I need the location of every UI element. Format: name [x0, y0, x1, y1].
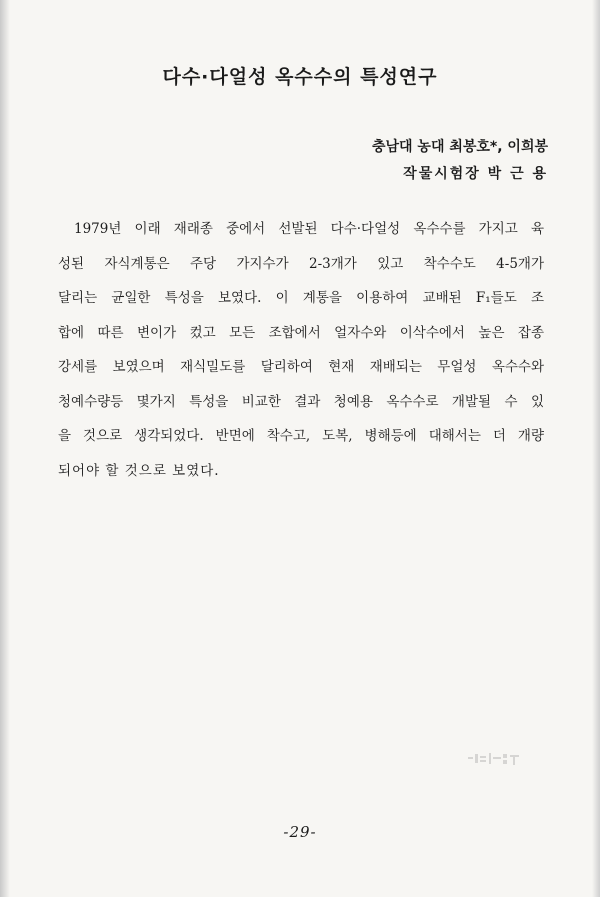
page-right-edge-shadow [592, 0, 600, 897]
author-line-1: 충남대 농대 최봉호*, 이희봉 [371, 139, 548, 155]
page-left-edge-shadow [0, 0, 10, 897]
abstract-line: 되어야 할 것으로 보였다. [58, 462, 220, 479]
abstract-line: 청예수량등 몇가지 특성을 비교한 결과 청예용 옥수수로 개발될 수 있 [58, 393, 544, 410]
abstract-line: 강세를 보였으며 재식밀도를 달리하여 현재 재배되는 무얼성 옥수수와 [58, 359, 544, 375]
abstract-line: 성된 자식계통은 주당 가지수가 2-3개가 있고 착수수도 4-5개가 [58, 255, 544, 272]
paper-title: 다수·다얼성 옥수수의 특성연구 [162, 66, 438, 88]
abstract-line: 달리는 균일한 특성을 보였다. 이 계통을 이용하여 교배된 F₁들도 조 [58, 290, 544, 306]
faint-stamp-mark [466, 748, 522, 770]
page-number: -29- [283, 823, 317, 841]
author-block [372, 134, 548, 188]
author-line-2: 작물시험장 박 근 용 [403, 166, 548, 182]
abstract-line: 1979년 이래 재래종 중에서 선발된 다수·다얼성 옥수수를 가지고 육 [74, 221, 544, 237]
abstract-line: 합에 따른 변이가 컸고 모든 조합에서 얼자수와 이삭수에서 높은 잡종 [58, 324, 544, 341]
abstract-body [58, 216, 544, 492]
abstract-line: 을 것으로 생각되었다. 반면에 착수고, 도복, 병해등에 대해서는 더 개량 [58, 428, 544, 444]
